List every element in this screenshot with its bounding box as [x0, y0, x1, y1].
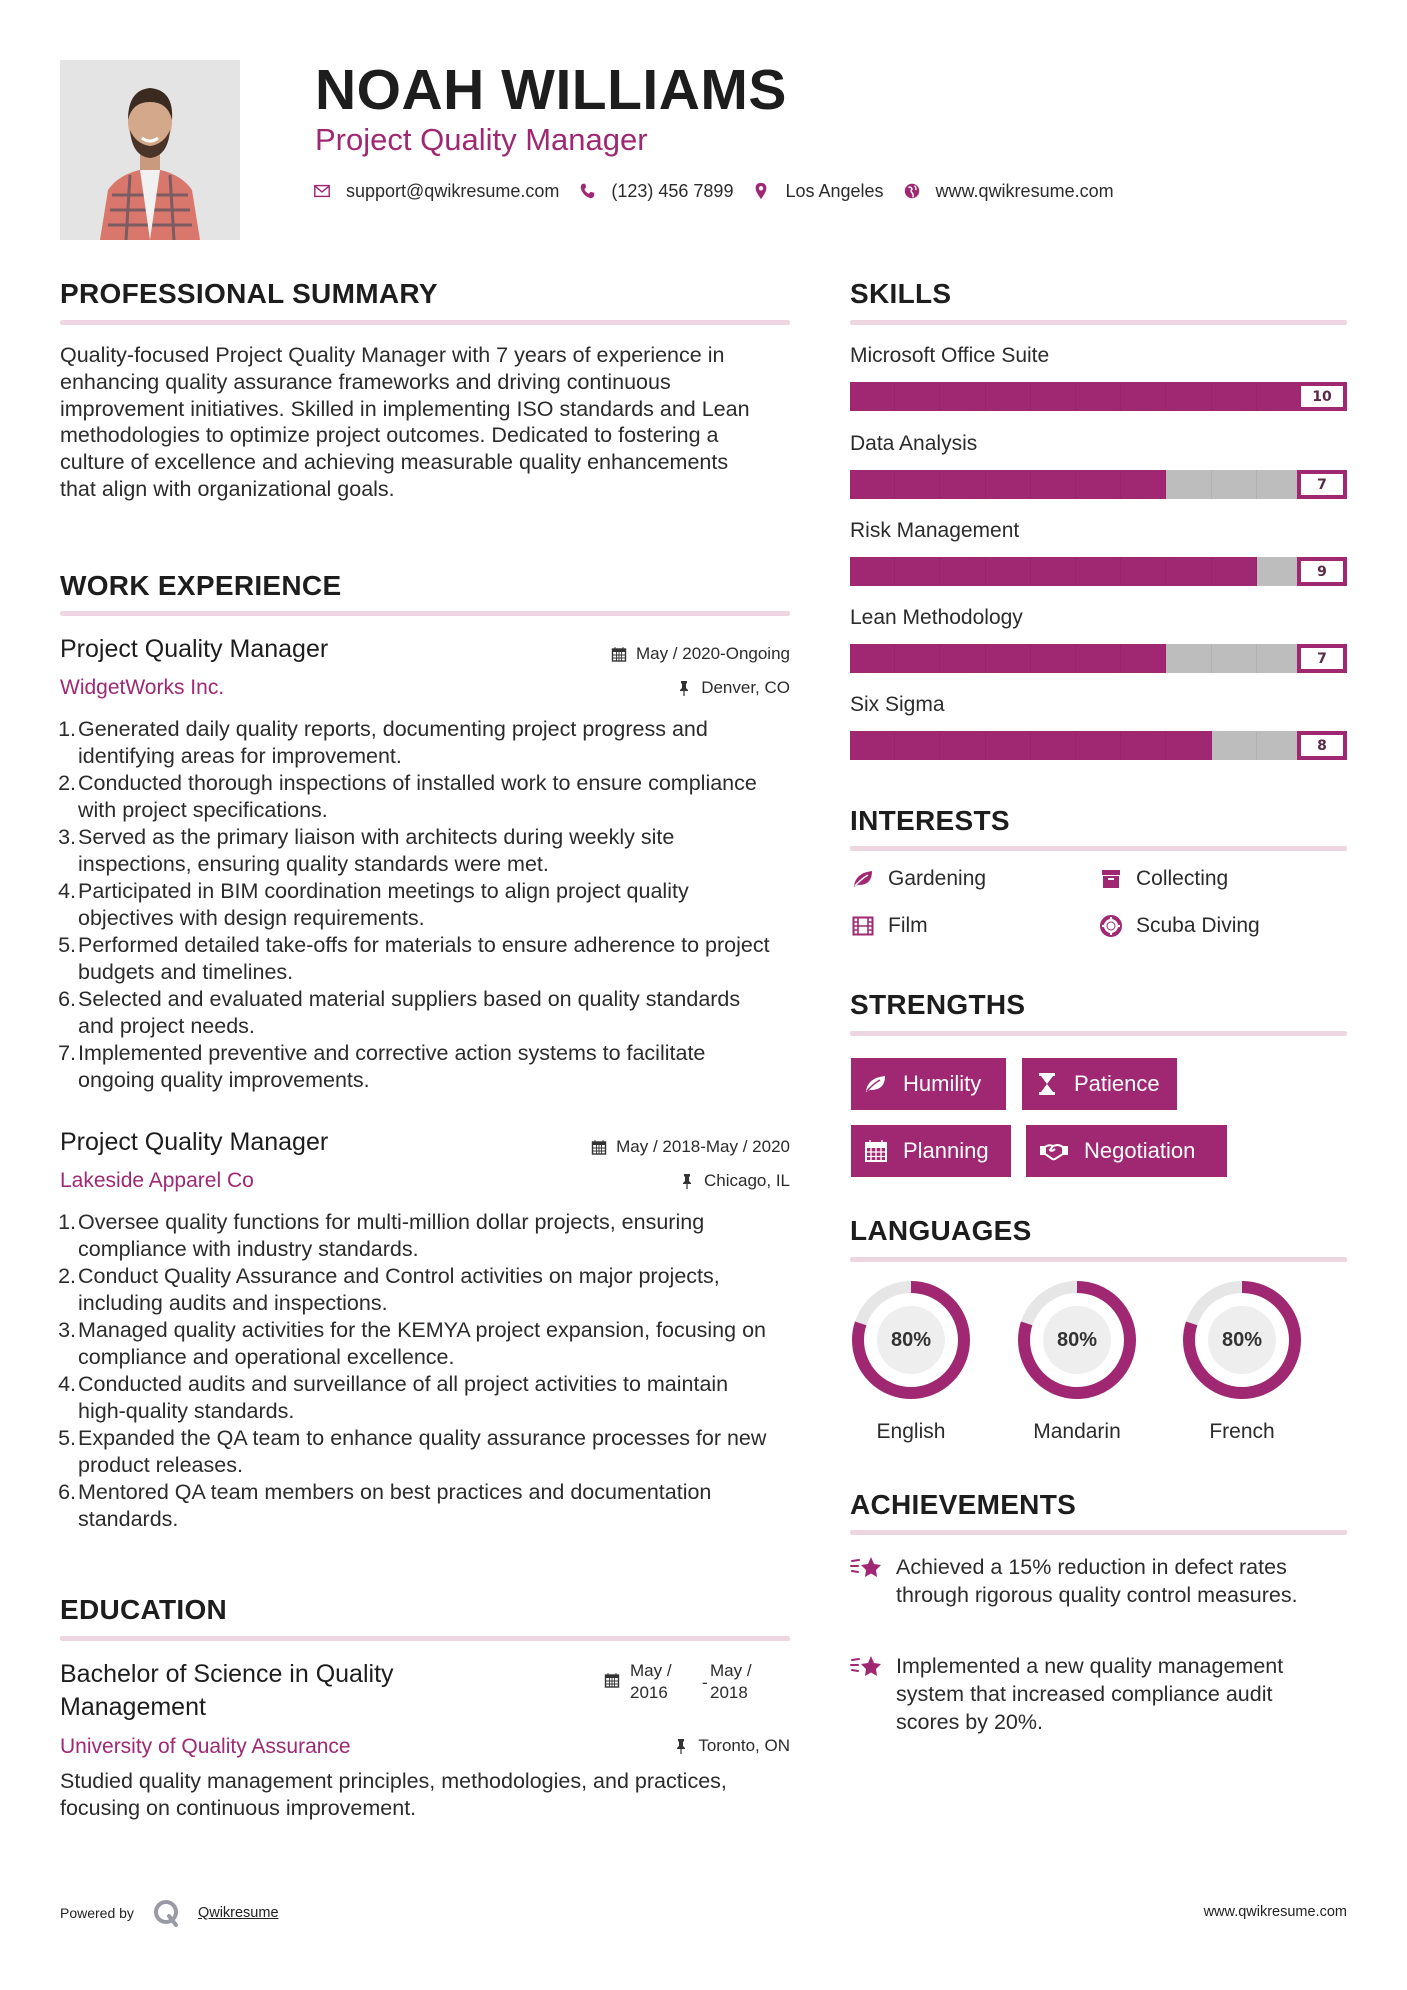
experience-heading: WORK EXPERIENCE [60, 570, 342, 601]
date-separator: - [702, 1673, 708, 1692]
job-title: Project Quality Manager [60, 635, 329, 663]
language-percent: 80% [1043, 1306, 1111, 1374]
skill-bar [850, 731, 1347, 760]
duty-item: 1. Oversee quality functions for multi-million dollar projects, ensuring compliance with industry standards. [58, 1210, 705, 1261]
skill-item [850, 692, 1347, 760]
strength-chip [1022, 1058, 1177, 1110]
job-location [679, 1170, 790, 1192]
education-end-date [710, 1660, 752, 1704]
languages-divider [850, 1257, 1347, 1262]
qwikresume-link[interactable]: Qwikresume [197, 1905, 279, 1921]
job-dates-text: May / 2018-May / 2020 [616, 1137, 790, 1156]
strength-label: Humility [903, 1071, 982, 1096]
skill-bar [850, 557, 1347, 586]
language-item [1017, 1280, 1137, 1444]
duty-item: 4. Conducted audits and surveillance of all project activities to maintain high-quality standards. [58, 1372, 729, 1423]
skills-divider [850, 320, 1347, 325]
skills-heading: SKILLS [850, 278, 952, 309]
phone-icon [577, 181, 597, 201]
footer-website[interactable]: www.qwikresume.com [1203, 1904, 1347, 1920]
summary-text: Quality-focused Project Quality Manager with 7 years of experience in enhancing quality assurance frameworks and driving continuous improvement initiatives. Skilled in implementing ISO standards and Lean methodologies to optimize project outcomes. Dedicated to fostering a culture of excellence and achieving measurable quality enhancements that align with organizational goals. [60, 343, 750, 501]
skill-bar [850, 644, 1347, 673]
school-name: University of Quality Assurance [60, 1735, 351, 1758]
language-percent: 80% [877, 1306, 945, 1374]
strength-chip [851, 1125, 1011, 1177]
strength-chip [851, 1058, 1006, 1110]
interests-heading: INTERESTS [850, 805, 1010, 836]
film-icon [850, 913, 876, 939]
skill-name: Risk Management [850, 519, 1020, 542]
summary-heading: PROFESSIONAL SUMMARY [60, 278, 438, 309]
duty-item: 6. Selected and evaluated material suppliers based on quality standards and project needs. [58, 987, 741, 1038]
envelope-icon [312, 181, 332, 201]
job-location-text: Denver, CO [701, 678, 790, 697]
job-location-text: Chicago, IL [704, 1171, 790, 1190]
skill-name: Data Analysis [850, 432, 978, 455]
interest-item [850, 913, 928, 939]
skill-level-badge: 9 [1297, 557, 1347, 586]
contact-phone[interactable] [577, 181, 733, 202]
skill-level-badge: 8 [1297, 731, 1347, 760]
strength-chip [1026, 1125, 1227, 1177]
summary-divider [60, 320, 790, 325]
hourglass-icon [1034, 1072, 1060, 1096]
skill-bar [850, 470, 1347, 499]
skill-item [850, 605, 1347, 673]
skill-level-badge: 7 [1297, 644, 1347, 673]
duty-item: 4. Participated in BIM coordination meetings to align project quality objectives with design requirements. [58, 879, 689, 930]
strength-label: Planning [903, 1138, 989, 1163]
job-dates-text: May / 2020-Ongoing [635, 644, 790, 663]
duty-item: 6. Mentored QA team members on best practices and documentation standards. [58, 1480, 712, 1531]
duty-item: 3. Managed quality activities for the KEMYA project expansion, focusing on compliance and operational excellence. [58, 1318, 766, 1369]
language-item [851, 1280, 971, 1444]
map-pin-icon [751, 181, 771, 201]
job-dates [611, 643, 790, 665]
duty-item: 5. Expanded the QA team to enhance quality assurance processes for new product releases. [58, 1426, 767, 1477]
language-percent: 80% [1208, 1306, 1276, 1374]
shooting-star-icon [850, 1652, 884, 1736]
calendar-icon [863, 1139, 889, 1163]
interest-label: Gardening [888, 867, 987, 890]
skill-name: Lean Methodology [850, 606, 1023, 629]
experience-divider [60, 611, 790, 616]
degree-title: Bachelor of Science in Quality Management [60, 1660, 394, 1721]
duty-item: 5. Performed detailed take-offs for materials to ensure adherence to project budgets and timelines. [58, 933, 770, 984]
interest-label: Collecting [1136, 867, 1229, 890]
candidate-name: NOAH WILLIAMS [315, 58, 787, 122]
skill-bar [850, 382, 1347, 411]
pushpin-icon [679, 1173, 695, 1189]
achievement-item [850, 1553, 1347, 1609]
contact-website-text: www.qwikresume.com [935, 180, 1114, 201]
achievement-text: Achieved a 15% reduction in defect rates through rigorous quality control measures. [896, 1555, 1298, 1607]
education-heading: EDUCATION [60, 1594, 228, 1625]
job-1-duties [60, 716, 780, 1094]
skill-level-badge: 10 [1297, 382, 1347, 411]
footer-powered-by [60, 1898, 279, 1928]
profile-photo [60, 60, 240, 240]
job-2-header [60, 1127, 790, 1197]
strengths-heading: STRENGTHS [850, 989, 1026, 1020]
language-item [1182, 1280, 1302, 1444]
end-year: 2018 [710, 1683, 748, 1702]
interest-item [1098, 913, 1260, 939]
contact-email[interactable] [312, 181, 559, 202]
interest-item [850, 866, 986, 892]
candidate-title: Project Quality Manager [315, 122, 648, 157]
education-location-text: Toronto, ON [698, 1736, 790, 1755]
handshake-icon [1038, 1139, 1070, 1163]
languages-heading: LANGUAGES [850, 1215, 1032, 1246]
strength-label: Negotiation [1084, 1138, 1196, 1163]
job-location [676, 677, 790, 699]
contact-location [751, 181, 883, 202]
strengths-divider [850, 1031, 1347, 1036]
pushpin-icon [673, 1738, 689, 1754]
skill-item [850, 343, 1347, 411]
achievements-divider [850, 1530, 1347, 1535]
job-1-header [60, 634, 790, 704]
contact-email-text: support@qwikresume.com [346, 180, 560, 201]
achievement-text: Implemented a new quality management system that increased compliance audit scores by 20%. [896, 1654, 1284, 1734]
language-name: Mandarin [1033, 1420, 1121, 1443]
language-progress-ring [1017, 1280, 1137, 1400]
shooting-star-icon [850, 1553, 884, 1609]
contact-website[interactable] [902, 181, 1114, 202]
language-progress-ring [1182, 1280, 1302, 1400]
skill-name: Microsoft Office Suite [850, 344, 1050, 367]
end-month: May / [710, 1661, 752, 1680]
qwikresume-logo-icon [152, 1898, 182, 1928]
avatar-illustration [60, 60, 240, 240]
education-start-date [630, 1660, 702, 1704]
skill-level-badge: 7 [1297, 470, 1347, 499]
leaf-icon [863, 1072, 889, 1096]
education-location [673, 1735, 790, 1757]
contact-bar [312, 178, 1132, 204]
life-ring-icon [1098, 913, 1124, 939]
duty-item: 1. Generated daily quality reports, documenting project progress and identifying areas for improvement. [58, 717, 708, 768]
skill-item [850, 518, 1347, 586]
duty-item: 7. Implemented preventive and corrective action systems to facilitate ongoing quality improvements. [58, 1041, 706, 1092]
job-title: Project Quality Manager [60, 1128, 329, 1156]
company-name: Lakeside Apparel Co [60, 1169, 254, 1192]
contact-location-text: Los Angeles [785, 180, 884, 201]
archive-box-icon [1098, 866, 1124, 892]
language-name: English [876, 1420, 946, 1443]
contact-phone-text: (123) 456 7899 [611, 180, 734, 201]
achievements-heading: ACHIEVEMENTS [850, 1489, 1077, 1520]
achievement-item [850, 1652, 1347, 1736]
job-dates [591, 1136, 790, 1158]
company-name: WidgetWorks Inc. [60, 676, 225, 699]
calendar-icon [591, 1139, 607, 1155]
calendar-icon [611, 646, 627, 662]
skill-item [850, 431, 1347, 499]
strength-label: Patience [1074, 1071, 1160, 1096]
education-divider [60, 1636, 790, 1641]
skill-name: Six Sigma [850, 693, 945, 716]
job-2-duties [60, 1209, 780, 1533]
start-year: 2016 [630, 1683, 668, 1702]
language-name: French [1209, 1420, 1275, 1443]
education-description: Studied quality management principles, methodologies, and practices, focusing on continuous improvement. [60, 1769, 727, 1820]
interests-divider [850, 846, 1347, 851]
leaf-icon [850, 866, 876, 892]
interest-label: Scuba Diving [1136, 914, 1260, 937]
duty-item: 2. Conducted thorough inspections of installed work to ensure compliance with project specifications. [58, 771, 757, 822]
powered-by-label: Powered by [60, 1905, 134, 1921]
start-month: May / [630, 1661, 672, 1680]
interest-item [1098, 866, 1228, 892]
duty-item: 3. Served as the primary liaison with architects during weekly site inspections, ensuring quality standards were met. [58, 825, 675, 876]
globe-icon [902, 181, 922, 201]
duty-item: 2. Conduct Quality Assurance and Control activities on major projects, including audits and inspections. [58, 1264, 720, 1315]
interest-label: Film [888, 914, 928, 937]
pushpin-icon [676, 680, 692, 696]
language-progress-ring [851, 1280, 971, 1400]
education-dates [604, 1660, 752, 1706]
calendar-icon [604, 1672, 620, 1688]
